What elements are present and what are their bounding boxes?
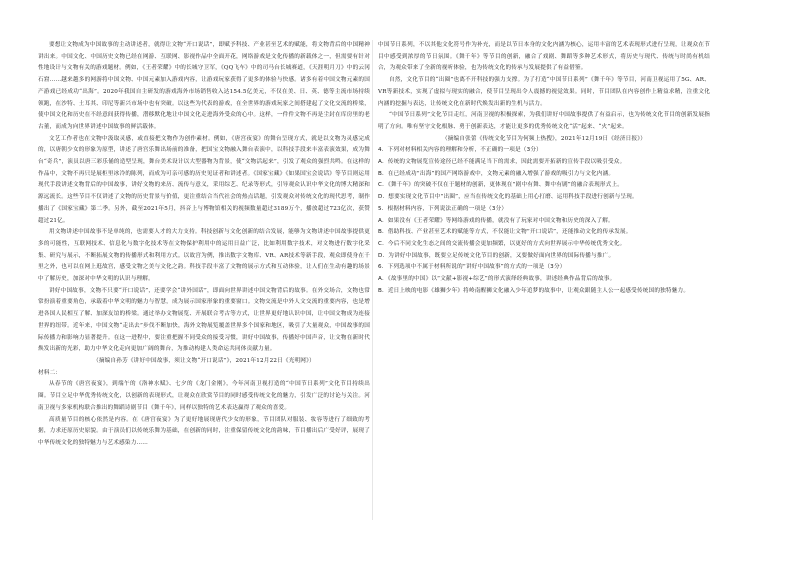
left-paragraph: 从春节的《唐宫夜宴》，到端午的《洛神水赋》、七夕的《龙门金刚》，今年河南卫视打造的“中国节日系列”文化节目持续出圈。节目立足中华优秀传统文化，以创新的表现形式，让观众在欣赏节目的同时感受传统文化的魅力，引发广泛的讨论与关注。河南卫视与多家机构联合推出的舞蹈诗剧节目《舞千年》，同样以独特的艺术表达赢得了观众的喜爱。	[38, 381, 370, 411]
left-paragraph: 用文物讲述中国故事不是单纯的，也需要人才的大力支持。科技创新与文化创新的结合发展，能够为文物讲述中国故事提供更多的可能性，互联网技术、信息化与数字化技术等在文物保护利用中的运用日益广泛，比如利用数字技术，对文物进行数字化采集、研究与展示，不断拓展文物的传播形式和利用方式。以故宫为例，推出数字文物库、VR、AR技术等新手段，观众即使身在千里之外，也可以在网上逛故宫，感受文物之美与文化之韵。科技手段丰富了文物的展示方式和互动体验，让人们在生动有趣的场景中了解历史，加深对中华文明的认识与理解。	[38, 229, 370, 283]
right-question-line: 4．下列对材料相关内容的理解和分析，不正确的一项是（3分）	[378, 147, 542, 154]
left-paragraph: 高质量节目的核心依然是内容。在《唐宫夜宴》为了更好地展现唐代少女的形象，节目团队对服装、妆容等进行了细致的考据，力求还原历史原貌。由于演员们以传统乐舞为基础，在创新的同时，注重保留传统文化的韵味，节目播出后广受好评，展现了中华传统文化的独特魅力与艺术感染力……	[38, 416, 370, 446]
left-paragraph: 文艺工作者也在文物中汲取灵感，或直接把文物作为创作素材。例如，《唐宫夜宴》的舞台呈现方式，就是以文物为灵感完成的，以唐朝少女的形象为原型，讲述了唐宫乐舞出场前的准备，把国宝文物融入舞台表演中，以科技手段来丰富表演效果，成为舞台“奇兵”，演员以唐三彩乐俑的造型呈现，舞台美术设计以大型器物为背景，使“文物活起来”，引发了观众的强烈共鸣。在这样的作品中，文物不再只是展柜里冰冷的陈列，而成为可亲可感的历史见证者和讲述者。《国家宝藏》《如果国宝会说话》等节目则运用现代手段讲述文物背后的中国故事，讲好文物的来历、流传与意义，采用综艺、纪录等形式，引导观众认识中华文化的博大精深和源远流长。这些节目不仅讲述了文物的历史背景与价值，更注重结合当代社会的热点话题，引发观众对传统文化的现代思考，制作播出了《国家宝藏》第二季。另外，截至2021年5月，抖音上与博物馆相关的视频数量超过3189万个，播放超过723亿次，获赞超过21亿。	[38, 135, 370, 224]
right-question-line: A．传统的文物展览宣传途径已经不能满足当下的需求，因此需要开拓新的宣传手段以吸引受众。	[378, 159, 626, 166]
left-paragraph: 材料二：	[38, 369, 62, 376]
column-divider	[372, 40, 373, 520]
right-question-line: 5．根据材料内容，下列说法正确的一项是（3分）	[378, 205, 508, 212]
right-question-line: A．《故事里的中国》以“文献+影视+综艺”的形式演绎经典故事，讲述经典作品背后的故事。	[378, 276, 616, 283]
right-question-line: B．借助科技、产业甚至艺术的赋能等方式，不仅能让文物“开口说话”，还能推动文化的传承发展。	[378, 229, 632, 236]
right-question-line: A．如果没有《王者荣耀》等网络游戏的传播，就没有了玩家对中国文物和历史的深入了解。	[378, 217, 614, 224]
right-question-line: B．近日上映的电影《雄狮少年》将岭南醒狮文化融入少年追梦的故事中，让观众跟随主人公一起感受传统国的独特魅力。	[378, 287, 690, 294]
right-question-line: C．今后不同文化生态之间的交流传播会更加频繁，以更好的方式向世界展示中华传统优秀文化。	[378, 240, 626, 247]
right-paragraph: 自然，文化节目的“出圈”也离不开科技的强力支撑。为了打造“中国节日系列”《舞千年》等节目，河南卫视运用了5G、AR、VR等新技术，实现了虚拟与现实的融合，使节目呈现出令人震撼的视觉效果。同时，节目团队在内容创作上精益求精，注重文化内涵的挖掘与表达，让传统文化在新时代焕发出新的生机与活力。	[378, 77, 710, 107]
right-question-line: C．《舞千年》的突破不仅在于题材的创新，更体现在“剧中有舞、舞中有剧”的融合表现形式上。	[378, 182, 624, 189]
right-column	[378, 40, 710, 297]
left-paragraph: （摘编自孙芳《讲好中国故事，须让文物“开口说话”》，2021年12月22日《光明网》）	[93, 357, 315, 364]
right-question-line: D．为讲好中国故事，既要立足传统文化节目的创新，又要做好面向世界的国际传播与推广。	[378, 252, 615, 259]
right-question-line: 6．下列选项中不属于材料所说的“讲好中国故事”的方式的一项是（3分）	[378, 264, 566, 271]
left-column	[38, 40, 370, 450]
left-paragraph: 要想让文物成为中国故事的主动讲述者，就得让文物“开口说话”，即赋予科技、产业甚至艺术的赋能，将文物背后的中国精神讲出来。中国文化、中国历史文物已经在网游、互联网、影视作品中全面开花，网络游戏是文化传播的新载体之一，但需要有针对性地设计与文物有关的游戏题材。例如，《王者荣耀》中的长城守卫军，《QQ飞车》中的司马台长城赛道，《天涯明月刀》中的云冈石窟……越来越多的网游将中国文物、中国元素加入游戏内容，让游戏玩家获得了更多的体验与快感。诸多有着中国文物元素的国产游戏已经成功“出海”。2020年我国自主研发的游戏海外市场销售收入达154.5亿美元，不仅在美、日、英、德等主流市场持续领跑，在沙特、土耳其、印尼等新兴市场中也有突破。以这些为代表的游戏，在全世界的游戏玩家之间搭建起了文化交流的桥梁，使中国文化和历史在不经意间获得传播，潜移默化地让中国文化走进海外受众的心中。这样，一件件文物不再是尘封在库房里的老古董，而成为向世界讲述中国故事的鲜活载体。	[38, 42, 370, 130]
right-question-line: D．想要实现文化节目中“出圈”，应当在传统文化的基础上用心打磨、运用科技手段进行创新与呈现。	[378, 194, 638, 201]
left-paragraph: 讲好中国故事，文物不只要“开口说话”，还要学会“讲外国话”，即面向世界讲述中国文物背后的故事。在外交场合，文物也常常扮演着重要角色，承载着中华文明的魅力与智慧，成为展示国家形象的重要窗口。文物交流是中外人文交流的重要内容，也是增进各国人民相互了解、加深友谊的桥梁。通过举办文物展览、开展联合考古等方式，让世界更好地认识中国，让中国文物成为连接世界的纽带。近年来，中国文物“走出去”步伐不断加快，海外文物展览覆盖世界多个国家和地区，吸引了大量观众，中国故事的国际传播力和影响力显著提升。在这一进程中，要注重把握不同受众的接受习惯，讲好中国故事，传播好中国声音，让文物在新时代焕发出新的光彩，助力中华文化走向更加广阔的舞台，为推动构建人类命运共同体贡献力量。	[38, 287, 370, 353]
right-question-line: B．在已经成功“出海”的国产网络游戏中，文物元素的融入增强了游戏的吸引力与文化内涵。	[378, 170, 615, 177]
right-paragraph: （摘编自张蕾《传统文化节目为何频上热搜》，2021年12月19日《经济日报》）	[441, 135, 647, 142]
right-paragraph: 中国节日系列，不以其他文化符号作为补充，而是以节日本身的文化内涵为核心，运用丰富的艺术表现形式进行呈现，让观众在节目中感受到浓厚的节日氛围。《舞千年》等节目的创新，融合了戏剧、舞蹈等多种艺术形式，将历史与现代、传统与时尚有机结合，为观众带来了全新的视听体验，也为传统文化的传承与发展提供了有益借鉴。	[378, 42, 710, 72]
right-paragraph: “中国节日系列”文化节目走红，河南卫视的积极探索，为我们讲好中国故事提供了有益启示，也为传统文化节目的创新发展指明了方向。唯有坚守文化根脉、勇于创新表达，才能让更多的优秀传统文化“活”起来、“火”起来。	[378, 112, 710, 130]
